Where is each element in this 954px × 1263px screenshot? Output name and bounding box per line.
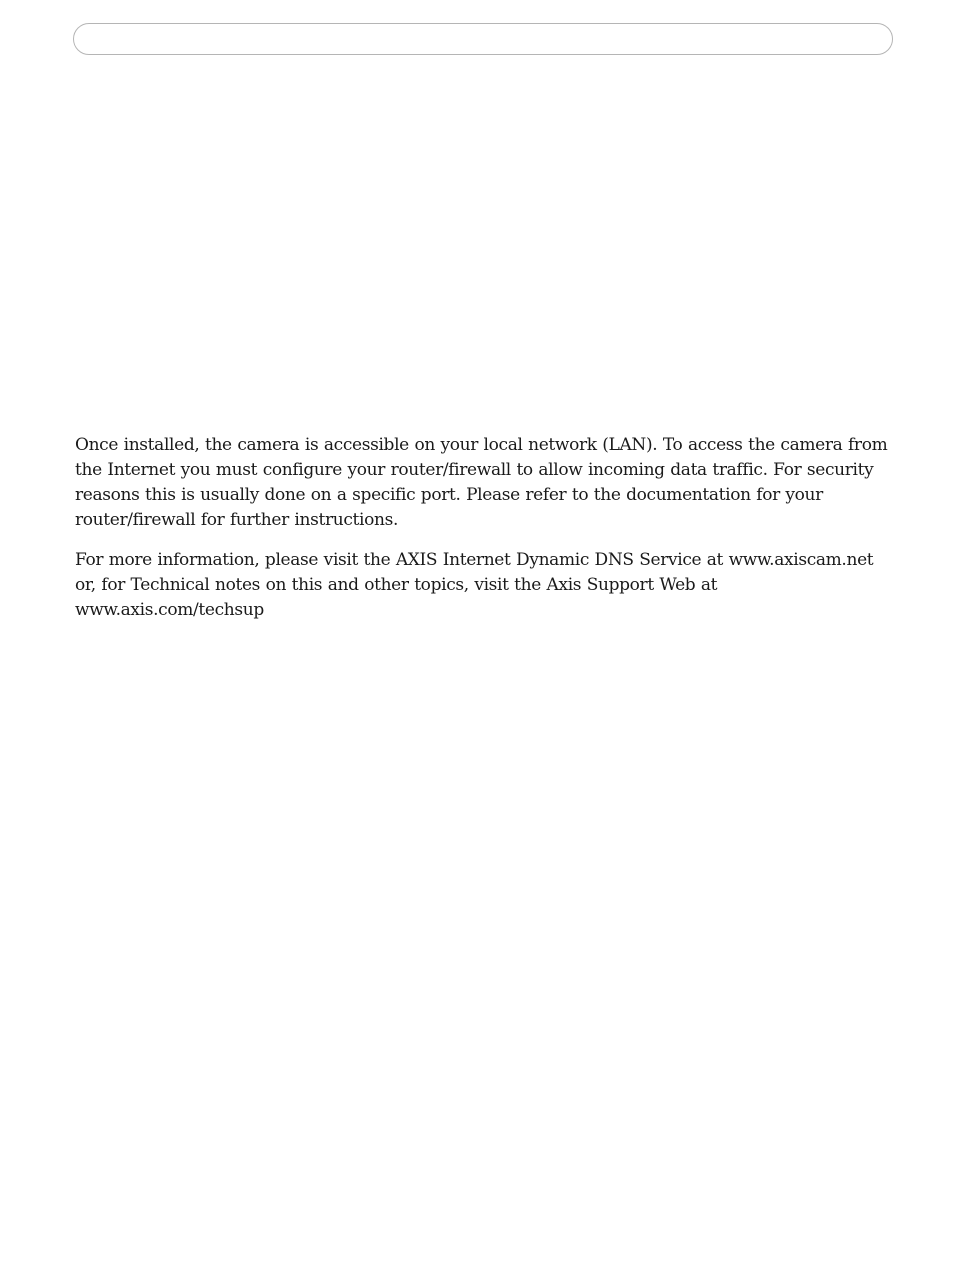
- page-header-bar: [73, 23, 893, 55]
- paragraph-more-information: For more information, please visit the AXIS Internet Dynamic DNS Service at www.axiscam.net or, for Technical notes on this and other topics, visit the Axis Support Web at www.axis.com/techsup: [75, 550, 874, 620]
- body-text: [75, 433, 895, 638]
- paragraph-lan-access: Once installed, the camera is accessible on your local network (LAN). To access the camera from the Internet you must configure your router/firewall to allow incoming data traffic. For security reasons this is usually done on a specific port. Please refer to the documentation for your router/firewall for further instructions.: [75, 435, 888, 530]
